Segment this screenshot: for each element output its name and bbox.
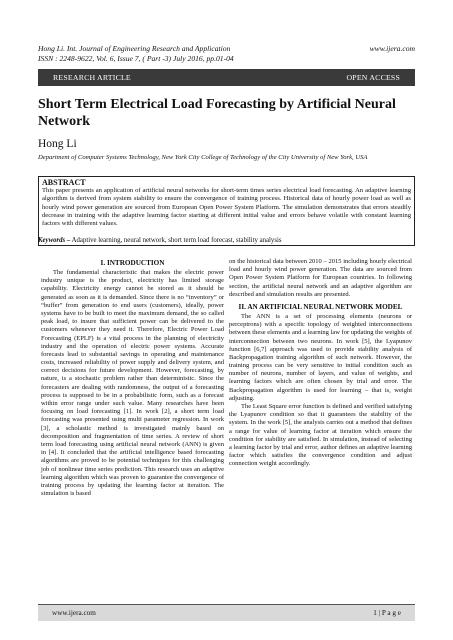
right-column <box>229 258 412 469</box>
page-number: 1 | P a g e <box>373 609 401 617</box>
introduction-paragraph: The fundamental characteristic that makes the electric power industry unique is the product, electricity has limited storage capability. Electricity energy cannot be stored as it should be generated as soon as it is demanded. Since there is no “inventory” or “buffer” from generation to end users (customers), ideally, power systems have to be built to meet the maximum demand, the so called peak load, to insure that sufficient power can be delivered to the customers whenever they need it. Therefore, Electric Power Load Forecasting (EPLF) is a vital process in the planning of electricity industry and the operation of electric power systems. Accurate forecasts lead to substantial savings in operating and maintenance costs, increased reliability of power supply and delivery system, and correct decisions for future development. However, forecasting, by nature, is a stochastic problem rather than deterministic. Since the forecasters are dealing with randomness, the output of a forecasting process is supposed to be in a probabilistic form, such as a forecast within error range under such value. Many researches have been focusing on load forecasting [1]. In work [2], a short term load forecasting was presented using multi parameter regression. In work [3], a scholastic method is investigated mainly based on decomposition and fragmentation of time series. A review of short term load forecasting using artificial neural network (ANN) is given in [4]. It concluded that the artificial intelligence based forecasting algorithms are proved to be potential techniques for this challenging job of nonlinear time series prediction. This research uses an adaptive learning algorithm which was proven to guarantee the convergence of training process by updating the learning factor at iteration. The simulation is based <box>41 269 224 498</box>
article-type-banner <box>38 69 415 86</box>
abstract-heading: ABSTRACT <box>42 178 86 187</box>
keywords-text: Adaptive learning, neural network, short term load forecast, stability analysis <box>71 237 282 244</box>
paper-title: Short Term Electrical Load Forecasting by Artificial Neural Network <box>38 97 396 129</box>
running-header <box>38 44 415 64</box>
author-name: Hong Li <box>38 138 77 150</box>
research-article-label: RESEARCH ARTICLE <box>53 73 131 82</box>
footer-website[interactable]: www.ijera.com <box>52 609 96 617</box>
section-heading-ann-model: II. AN ARTIFICIAL NEURAL NETWORK MODEL <box>238 302 403 311</box>
journal-website[interactable]: www.ijera.com <box>369 44 415 53</box>
left-column <box>41 258 224 498</box>
ann-paragraph-1: The ANN is a set of processing elements (neurons or perceptrons) with a specific topology of weighted interconnections between these elements and a learning law for updating the weights of interconnection between two neurons. In work [5], the Lyapunov function [6,7] approach was used to provide stability analysis of Backpropagation training algorithm of such network. However, the training process can be very sensitive to initial condition such as number of neurons, number of layers, and value of weights, and learning factors which are often chosen by trial and error. The Backpropagation algorithm is used for learning – that is, weight adjusting. <box>229 312 412 402</box>
section-heading-introduction: I. INTRODUCTION <box>100 259 165 267</box>
ann-paragraph-2: The Least Square error function is defined and verified satisfying the Lyapunov condition so that it guarantees the stability of the system. In the work [5], the analysis carries out a method that defines a range for value of learning factor at iteration which ensure the condition for stability are satisfied. In simulation, instead of selecting a learning factor by trial and error, author defines an adaptive learning factor which satisfies the convergence condition and adjust connection weight accordingly. <box>229 403 412 468</box>
page-footer <box>38 604 415 621</box>
keywords-line <box>38 236 415 245</box>
issn-line: ISSN : 2248-9622, Vol. 6, Issue 7, ( Part -3) July 2016, pp.01-04 <box>38 54 234 63</box>
keywords-label: Keywords – <box>38 237 71 244</box>
abstract-text: This paper presents an application of artificial neural networks for short-term times series electrical load forecasting. An adaptive learning algorithm is derived from system stability to ensure the convergence of training process. Historical data of hourly power load as well as hourly wind power generation are sourced from European Open Power System Platform. The simulation demonstrates that errors steadily decrease in training with the adaptive learning factor starting at different initial value and errors behave volatile with constant learning factors with different values. <box>42 187 411 228</box>
author-affiliation: Department of Computer Systems Technology, New York City College of Technology of the City University of New York, USA <box>38 154 368 161</box>
open-access-label: OPEN ACCESS <box>346 73 400 82</box>
introduction-continuation: on the historical data between 2010 – 2015 including hourly electrical load and hourly wind power generation. The data are sourced from Open Power System Platform for European countries. In following section, the artificial neural network and an adaptive algorithm are described and simulation results are presented. <box>229 258 412 298</box>
journal-name: Hong Li. Int. Journal of Engineering Research and Application <box>38 44 231 53</box>
